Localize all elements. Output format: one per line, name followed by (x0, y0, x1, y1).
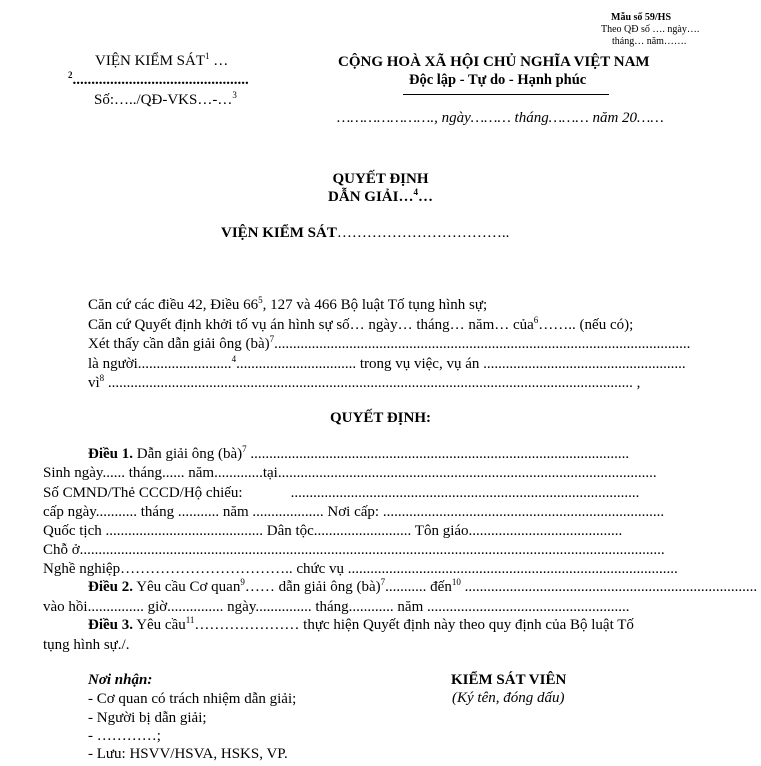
recipient-item: - …………; (88, 728, 161, 744)
issue-line: cấp ngày........... tháng ........... năm ................... Nơi cấp: ........................................................................... (43, 504, 665, 520)
article-2: Điều 2. Yêu cầu Cơ quan$^9$…… dẫn giải ông (bà)$^7$........... đến$^{10}$ .............................................................................. (88, 577, 758, 595)
form-ref-2: tháng… năm……. (612, 36, 687, 47)
issuer-line: VIỆN KIỂM SÁT…………………………….. (221, 225, 510, 241)
nationality-line: Quốc tịch .......................................... Dân tộc.......................... Tôn giáo......................................... (43, 523, 623, 539)
recipient-item: - Người bị dẫn giải; (88, 710, 207, 726)
basis-line-5: $vì^8$ ............................................................................................................................................ , (88, 373, 641, 391)
article-3: Điều 3. Yêu cầu$^{11}$………………… thực hiện Quyết định này theo quy định của Bộ luật Tố (88, 615, 634, 633)
nation-title: CỘNG HOÀ XÃ HỘI CHỦ NGHĨA VIỆT NAM (338, 54, 650, 70)
basis-line-3: Xét thấy cần dẫn giải ông (bà)$^7$............................................................................................................... (88, 334, 691, 352)
form-ref-1: Theo QĐ số …. ngày…. (601, 24, 700, 35)
motto-underline (403, 94, 609, 95)
residence-line: Chỗ ở............................................................................................................................................................ (43, 542, 665, 558)
decision-number: Số:…../QĐ-VKS…-…$^3$ (94, 90, 237, 108)
signer-title: KIỂM SÁT VIÊN (451, 672, 567, 688)
occupation-line: Nghề nghiệp…………………………….. chức vụ ........................................................................................ (43, 561, 678, 577)
id-number-line: Số CMND/Thẻ CCCD/Hộ chiếu: ............................................................................................. (43, 485, 640, 501)
basis-line-2: Căn cứ Quyết định khởi tố vụ án hình sự số… ngày… tháng… năm… của$^6$…….. (nếu có); (88, 315, 634, 333)
nation-motto: Độc lập - Tự do - Hạnh phúc (409, 72, 587, 88)
basis-line-4: là người.........................$^4$................................ trong vụ việc, vụ án ...................................................... (88, 354, 686, 372)
article-3-continued: tụng hình sự./. (43, 637, 130, 653)
date-of-birth-line: Sinh ngày...... tháng...... năm.............tại..................................................................................................... (43, 465, 657, 481)
decision-heading: QUYẾT ĐỊNH: (330, 410, 431, 426)
recipient-item: - Lưu: HSVV/HSVA, HSKS, VP. (88, 746, 288, 762)
recipients-title: Nơi nhận: (88, 672, 153, 688)
form-code: Mẫu số 59/HS (611, 12, 672, 23)
article-1: Điều 1. Dẫn giải ông (bà)$^7$ ..................................................................................................... (88, 444, 630, 462)
time-line: vào hồi............... giờ............... ngày............... tháng............ năm ...................................................... (43, 599, 630, 615)
basis-line-1: Căn cứ các điều 42, Điều $66^5$, 127 và 466 Bộ luật Tố tụng hình sự; (88, 295, 488, 313)
agency-line-2: $^2$............................................... (68, 70, 249, 88)
doc-subtitle: DẪN GIẢI…$^4$… (328, 187, 433, 205)
recipient-item: - Cơ quan có trách nhiệm dẫn giải; (88, 691, 297, 707)
signer-note: (Ký tên, đóng dấu) (452, 690, 565, 706)
date-line: …………………., ngày……… tháng……… năm 20…… (337, 110, 664, 126)
agency-name: VIỆN KIỂM SÁT$^1$ … (95, 51, 229, 69)
doc-title: QUYẾT ĐỊNH (332, 171, 429, 187)
